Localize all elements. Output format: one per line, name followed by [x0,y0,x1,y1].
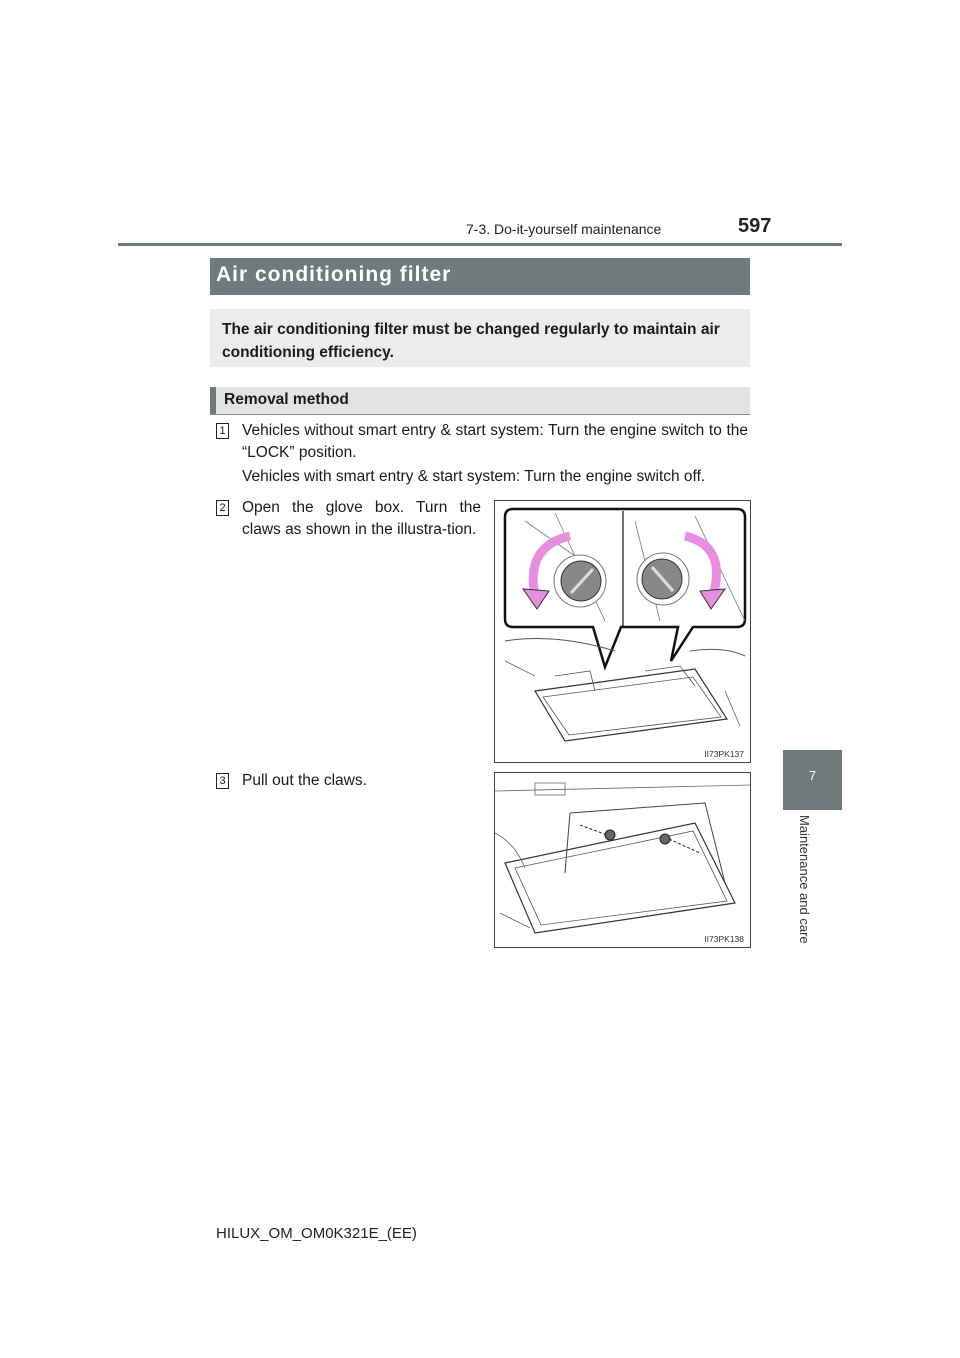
page-title: Air conditioning filter [216,263,452,286]
document-code: HILUX_OM_OM0K321E_(EE) [216,1225,417,1242]
page-number: 597 [738,215,772,237]
figure-pull-claws [494,772,751,948]
step-2-number: 2 [216,500,229,516]
title-bar [210,258,750,295]
subsection-title: Removal method [224,391,349,408]
chapter-label: Maintenance and care [797,815,812,944]
subsection-accent [210,387,216,414]
section-header: 7-3. Do-it-yourself maintenance [466,221,662,237]
step-3-number: 3 [216,773,229,789]
figure-code: II73PK137 [704,749,744,759]
figure-turn-claws [494,500,751,763]
step-2-text: Open the glove box. Turn the claws as shown in the illustra-tion. [242,499,481,538]
step-1-text-2: Vehicles with smart entry & start system: Turn the engine switch off. [242,468,706,485]
intro-text: The air conditioning filter must be changed regularly to maintain air conditioning efficiency. [222,321,720,361]
intro-box [210,309,750,367]
figure-code: II73PK138 [704,934,744,944]
chapter-number: 7 [808,768,817,783]
step-1-number: 1 [216,423,229,439]
subsection-bar [210,387,750,415]
step-3-text: Pull out the claws. [242,772,367,789]
header-rule [118,243,842,246]
step-1-text: Vehicles without smart entry & start system: Turn the engine switch to the “LOCK” position. [242,422,748,461]
glove-box-claws-illustration [495,501,750,762]
chapter-tab [783,750,842,810]
glove-box-open-illustration [495,773,750,947]
